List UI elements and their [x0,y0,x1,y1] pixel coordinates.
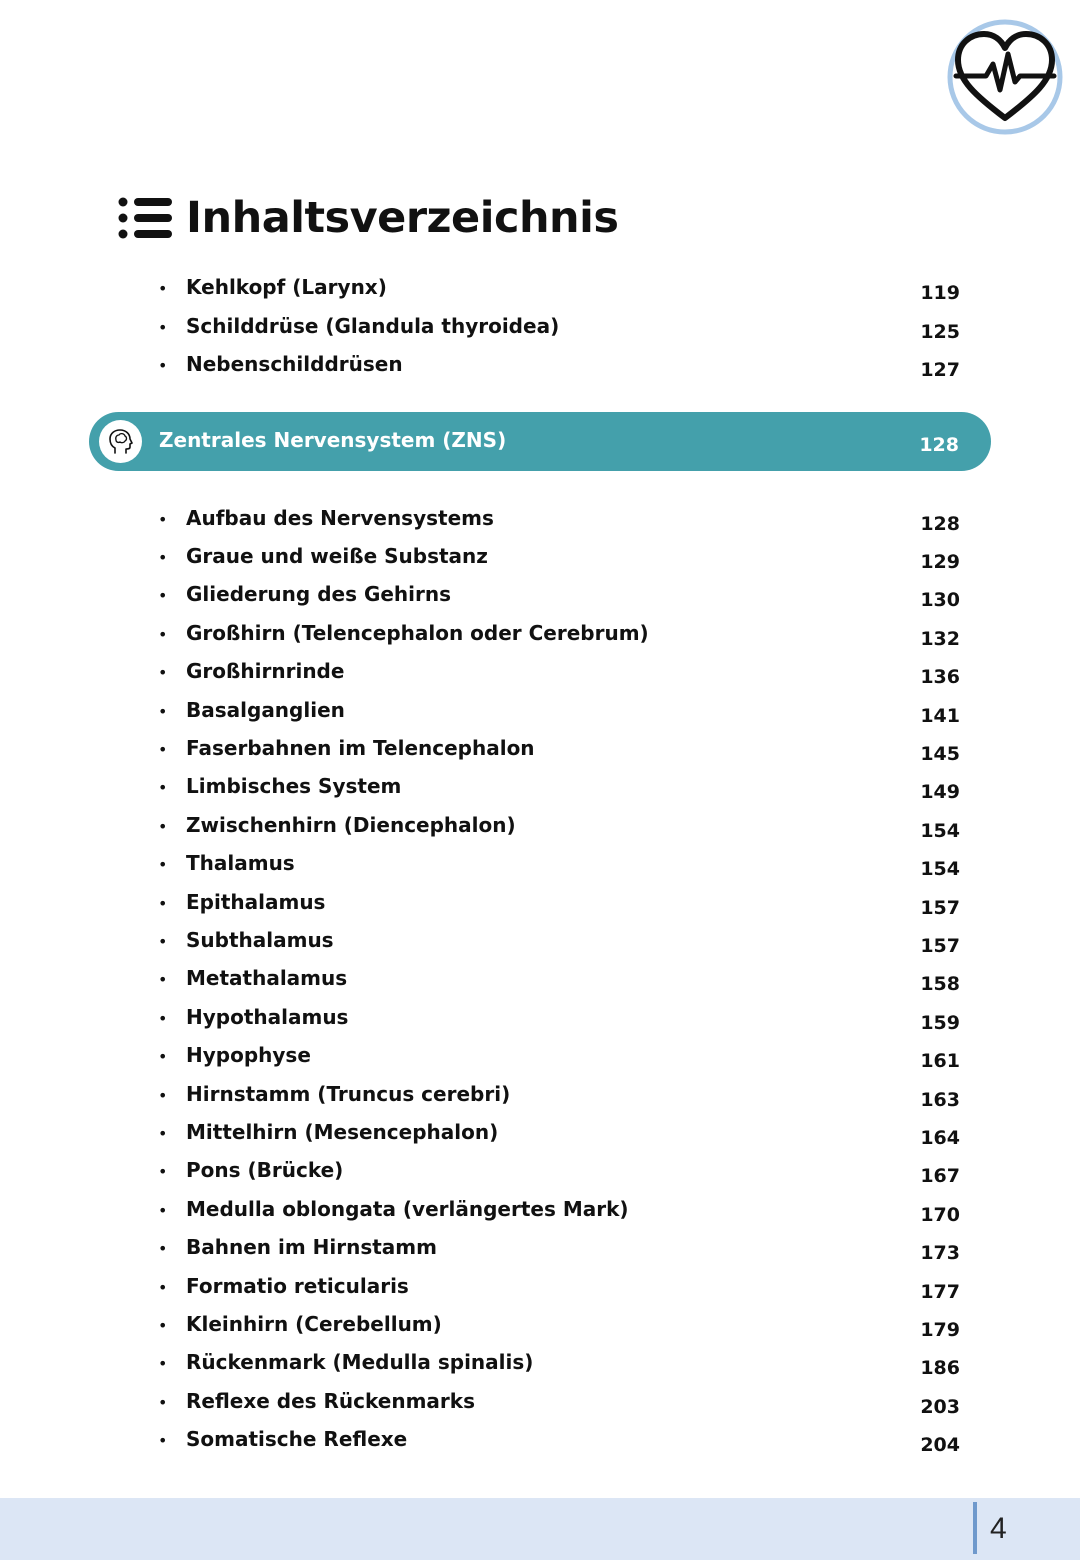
bullet: • [158,970,168,989]
toc-entry-page: 164 [920,1127,960,1149]
toc-entry-page: 130 [920,589,960,611]
toc-entry-page: 157 [920,935,960,957]
bullet: • [158,1086,168,1105]
bullet: • [158,894,168,913]
toc-entry[interactable] [0,812,1080,846]
toc-entry[interactable] [0,1004,1080,1038]
toc-entry-page: 177 [920,1281,960,1303]
toc-entry-label: Gliederung des Gehirns [186,582,452,606]
bullet: • [158,1124,168,1143]
page-footer [0,1498,1080,1560]
toc-entry-page: 159 [920,1012,960,1034]
toc-entry-label: Somatische Reflexe [186,1427,408,1451]
bullet: • [158,1278,168,1297]
toc-entry-page: 170 [920,1204,960,1226]
toc-entry-label: Subthalamus [186,928,334,952]
toc-entry-page: 186 [920,1357,960,1379]
toc-entry-label: Rückenmark (Medulla spinalis) [186,1350,534,1374]
toc-entry-label: Faserbahnen im Telencephalon [186,736,535,760]
toc-entry-page: 125 [920,321,960,343]
bullet: • [158,855,168,874]
toc-entry-page: 149 [920,781,960,803]
toc-entry-label: Limbisches System [186,774,402,798]
bullet: • [158,778,168,797]
bullet: • [158,1201,168,1220]
brain-head-icon [107,428,134,455]
section-title: Zentrales Nervensystem (ZNS) [159,428,507,452]
toc-entry-label: Großhirnrinde [186,659,345,683]
bullet: • [158,817,168,836]
toc-entry-label: Thalamus [186,851,295,875]
brain-head-icon-badge [99,420,142,463]
toc-entry-page: 154 [920,858,960,880]
page-number: 4 [990,1512,1007,1545]
toc-entry[interactable] [0,505,1080,539]
toc-entry[interactable] [0,1273,1080,1307]
toc-entry[interactable] [0,697,1080,731]
toc-entry[interactable] [0,850,1080,884]
bullet: • [158,318,168,337]
toc-entry[interactable] [0,1119,1080,1153]
toc-entry[interactable] [0,927,1080,961]
toc-entry[interactable] [0,313,1080,347]
bullet: • [158,625,168,644]
toc-entry-label: Graue und weiße Substanz [186,544,488,568]
toc-entry[interactable] [0,351,1080,385]
toc-entry[interactable] [0,274,1080,308]
list-icon [118,196,174,240]
toc-entry-page: 167 [920,1165,960,1187]
toc-entry-page: 157 [920,897,960,919]
toc-entry[interactable] [0,658,1080,692]
toc-entry-label: Kehlkopf (Larynx) [186,275,387,299]
heart-pulse-icon [946,18,1064,136]
toc-entry[interactable] [0,1349,1080,1383]
bullet: • [158,1431,168,1450]
toc-entry-label: Aufbau des Nervensystems [186,506,494,530]
toc-entry[interactable] [0,773,1080,807]
heart-pulse-logo [946,18,1064,136]
bullet: • [158,663,168,682]
toc-entry[interactable] [0,965,1080,999]
toc-entry-page: 154 [920,820,960,842]
toc-entry[interactable] [0,1311,1080,1345]
toc-entry-label: Basalganglien [186,698,345,722]
toc-entry-page: 158 [920,973,960,995]
toc-entry-label: Nebenschilddrüsen [186,352,403,376]
toc-entry-label: Medulla oblongata (verlängertes Mark) [186,1197,629,1221]
toc-entry[interactable] [0,1157,1080,1191]
toc-entry[interactable] [0,735,1080,769]
toc-entry-page: 163 [920,1089,960,1111]
bullet: • [158,740,168,759]
toc-entry-label: Pons (Brücke) [186,1158,344,1182]
bullet: • [158,932,168,951]
toc-entry-label: Formatio reticularis [186,1274,409,1298]
bullet: • [158,510,168,529]
toc-entry-label: Epithalamus [186,890,326,914]
toc-entry-label: Kleinhirn (Cerebellum) [186,1312,442,1336]
toc-entry[interactable] [0,889,1080,923]
bullet: • [158,1316,168,1335]
bullet: • [158,1162,168,1181]
toc-entry-page: 132 [920,628,960,650]
toc-entry-page: 203 [920,1396,960,1418]
toc-entry-label: Reflexe des Rückenmarks [186,1389,475,1413]
toc-entry[interactable] [0,1196,1080,1230]
toc-entry-page: 145 [920,743,960,765]
toc-entry[interactable] [0,1234,1080,1268]
toc-entry-page: 141 [920,705,960,727]
page-title: Inhaltsverzeichnis [186,193,619,243]
toc-entry-page: 161 [920,1050,960,1072]
bullet: • [158,1009,168,1028]
bullet: • [158,1047,168,1066]
toc-entry-page: 179 [920,1319,960,1341]
bullet: • [158,279,168,298]
bullet: • [158,1393,168,1412]
toc-entry[interactable] [0,543,1080,577]
toc-entry[interactable] [0,620,1080,654]
toc-entry-label: Bahnen im Hirnstamm [186,1235,437,1259]
toc-entry-label: Hypothalamus [186,1005,349,1029]
toc-entry-label: Mittelhirn (Mesencephalon) [186,1120,499,1144]
bullet: • [158,548,168,567]
toc-entry[interactable] [0,581,1080,615]
bullet: • [158,1354,168,1373]
bullet: • [158,1239,168,1258]
toc-entry[interactable] [0,1042,1080,1076]
footer-divider [973,1502,977,1554]
toc-entry-page: 129 [920,551,960,573]
toc-entry-label: Metathalamus [186,966,348,990]
toc-entry-label: Hypophyse [186,1043,311,1067]
toc-entry-label: Hirnstamm (Truncus cerebri) [186,1082,511,1106]
bullet: • [158,586,168,605]
page-header [118,188,619,248]
toc-entry-page: 127 [920,359,960,381]
toc-entry-page: 204 [920,1434,960,1456]
section-header-zns[interactable] [89,412,991,471]
toc-entry[interactable] [0,1081,1080,1115]
toc-entry-page: 128 [920,513,960,535]
toc-entry-label: Zwischenhirn (Diencephalon) [186,813,516,837]
toc-entry-label: Großhirn (Telencephalon oder Cerebrum) [186,621,649,645]
toc-entry[interactable] [0,1426,1080,1460]
toc-entry-page: 119 [920,282,960,304]
bullet: • [158,702,168,721]
toc-entry[interactable] [0,1388,1080,1422]
bullet: • [158,356,168,375]
toc-entry-page: 136 [920,666,960,688]
section-page: 128 [919,434,959,456]
toc-entry-page: 173 [920,1242,960,1264]
toc-entry-label: Schilddrüse (Glandula thyroidea) [186,314,560,338]
